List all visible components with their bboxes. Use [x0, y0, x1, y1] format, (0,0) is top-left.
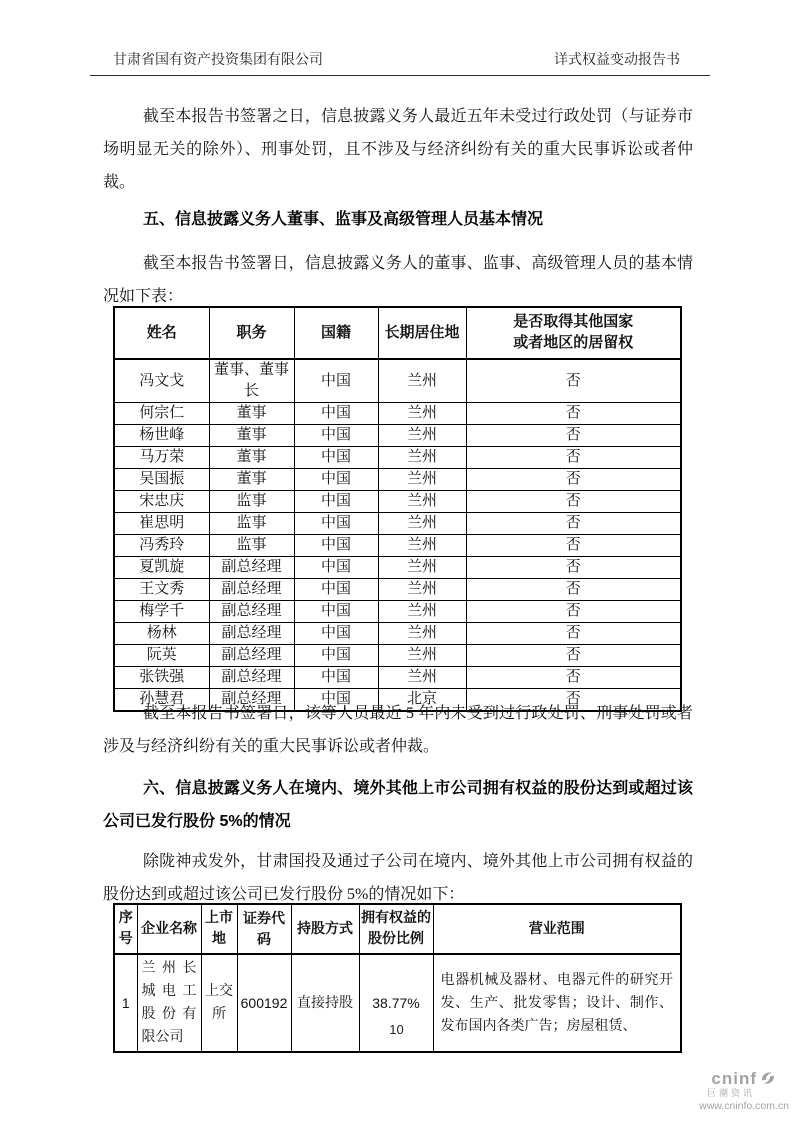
table-cell: 北京 [378, 689, 466, 712]
table-cell: 中国 [294, 601, 378, 623]
table-header-row [114, 307, 681, 359]
page-header [113, 52, 680, 70]
cninfo-logo-row [699, 1070, 789, 1087]
cninfo-logo-url: www.cninfo.com.cn [699, 1099, 789, 1112]
column-header-index: 序号 [114, 904, 137, 954]
paragraph-no-penalties: 截至本报告书签署之日，信息披露义务人最近五年未受过行政处罚（与证券市场明显无关的除外）、刑事处罚，且不涉及与经济纠纷有关的重大民事诉讼或者仲裁。 [103, 108, 693, 191]
column-header-position: 职务 [209, 307, 294, 359]
table-cell: 宋忠庆 [114, 491, 209, 513]
table-cell: 否 [466, 359, 681, 403]
table-row [114, 557, 681, 579]
table-row [114, 469, 681, 491]
table-cell: 何宗仁 [114, 403, 209, 425]
column-header-residence: 长期居住地 [378, 307, 466, 359]
table-cell: 中国 [294, 359, 378, 403]
table-cell: 兰州 [378, 579, 466, 601]
cninfo-logo [699, 1070, 789, 1112]
column-header-ticker: 证券代码 [237, 904, 291, 954]
table-cell: 兰州长城电工股份有限公司 [137, 954, 201, 1052]
table-cell: 中国 [294, 447, 378, 469]
table-cell: 电器机械及器材、电器元件的研究开发、生产、批发零售；设计、制作、发布国内各类广告；房屋租赁、 [433, 954, 681, 1052]
directors-supervisors-table [113, 306, 682, 712]
column-header-holding-method: 持股方式 [291, 904, 359, 954]
table-row [114, 403, 681, 425]
table-cell: 兰州 [378, 425, 466, 447]
column-header-nationality: 国籍 [294, 307, 378, 359]
table-cell: 副总经理 [209, 667, 294, 689]
table-cell: 中国 [294, 403, 378, 425]
table-header-row [114, 904, 681, 954]
table-cell: 监事 [209, 491, 294, 513]
table-cell: 副总经理 [209, 645, 294, 667]
table-cell: 上交所 [201, 954, 237, 1052]
table-cell: 监事 [209, 535, 294, 557]
table-cell: 副总经理 [209, 689, 294, 712]
table-row [114, 447, 681, 469]
table-cell: 副总经理 [209, 601, 294, 623]
table-cell: 孙慧君 [114, 689, 209, 712]
table-cell: 中国 [294, 469, 378, 491]
table-cell: 兰州 [378, 667, 466, 689]
table-row [114, 579, 681, 601]
table-row [114, 359, 681, 403]
table-cell: 否 [466, 689, 681, 712]
table-cell: 兰州 [378, 645, 466, 667]
table-cell: 中国 [294, 491, 378, 513]
table-cell: 否 [466, 403, 681, 425]
table-cell: 王文秀 [114, 579, 209, 601]
table-row [114, 623, 681, 645]
table-cell: 兰州 [378, 359, 466, 403]
cninfo-logo-chinese: 巨潮资讯 [706, 1087, 755, 1098]
table-row [114, 667, 681, 689]
table-cell: 董事 [209, 403, 294, 425]
paragraph-table2-intro: 除陇神戎发外，甘肃国投及通过子公司在境内、境外其他上市公司拥有权益的股份达到或超过该公司已发行股份 5%的情况如下： [103, 853, 693, 903]
table-cell: 董事 [209, 469, 294, 491]
table-row [114, 954, 681, 1052]
table-row [114, 513, 681, 535]
table-cell: 否 [466, 469, 681, 491]
table-cell: 兰州 [378, 469, 466, 491]
table-cell: 中国 [294, 667, 378, 689]
table-cell: 兰州 [378, 513, 466, 535]
table-cell: 中国 [294, 579, 378, 601]
table-cell: 兰州 [378, 447, 466, 469]
header-rule [90, 75, 710, 76]
table-cell: 兰州 [378, 601, 466, 623]
table-cell: 兰州 [378, 557, 466, 579]
table-cell: 张铁强 [114, 667, 209, 689]
table-cell: 副总经理 [209, 557, 294, 579]
table-cell: 38.77% [359, 954, 433, 1052]
table-cell: 否 [466, 491, 681, 513]
table-cell: 夏凯旋 [114, 557, 209, 579]
column-header-share-ratio: 拥有权益的股份比例 [359, 904, 433, 954]
table-cell: 马万荣 [114, 447, 209, 469]
table-cell: 否 [466, 667, 681, 689]
table-cell: 崔思明 [114, 513, 209, 535]
table-cell: 兰州 [378, 403, 466, 425]
table-cell: 否 [466, 513, 681, 535]
table-cell: 阮英 [114, 645, 209, 667]
table-cell: 梅学千 [114, 601, 209, 623]
column-header-other-residency: 是否取得其他国家或者地区的居留权 [466, 307, 681, 359]
table-row [114, 601, 681, 623]
table-cell: 否 [466, 623, 681, 645]
header-right-title: 详式权益变动报告书 [554, 53, 680, 68]
table-cell: 兰州 [378, 623, 466, 645]
table-cell: 否 [466, 447, 681, 469]
table-cell: 否 [466, 535, 681, 557]
table-cell: 中国 [294, 623, 378, 645]
table-cell: 副总经理 [209, 579, 294, 601]
paragraph-table1-intro: 截至本报告书签署日，信息披露义务人的董事、监事、高级管理人员的基本情况如下表： [103, 255, 693, 305]
table-cell: 董事、董事长 [209, 359, 294, 403]
table-cell: 中国 [294, 557, 378, 579]
table-cell: 杨林 [114, 623, 209, 645]
table-cell: 中国 [294, 645, 378, 667]
table-cell: 中国 [294, 425, 378, 447]
table-row [114, 645, 681, 667]
section-heading-5: 五、信息披露义务人董事、监事及高级管理人员基本情况 [143, 211, 544, 228]
table-cell: 副总经理 [209, 623, 294, 645]
column-header-business-scope: 营业范围 [433, 904, 681, 954]
table-cell: 兰州 [378, 535, 466, 557]
table-cell: 中国 [294, 513, 378, 535]
table-row [114, 425, 681, 447]
table-cell: 否 [466, 579, 681, 601]
table-cell: 否 [466, 425, 681, 447]
table-row [114, 535, 681, 557]
column-header-name: 姓名 [114, 307, 209, 359]
table-cell: 中国 [294, 689, 378, 712]
table-cell: 吴国振 [114, 469, 209, 491]
page-number: 10 [389, 1022, 404, 1037]
table-cell: 1 [114, 954, 137, 1052]
header-left-title: 甘肃省国有资产投资集团有限公司 [113, 53, 323, 68]
table-cell: 直接持股 [291, 954, 359, 1052]
table-cell: 中国 [294, 535, 378, 557]
paragraph-personnel-no-penalties: 截至本报告书签署日，该等人员最近 5 年内未受到过行政处罚、刑事处罚或者涉及与经济纠纷有关的重大民事诉讼或者仲裁。 [103, 705, 693, 755]
column-header-listing-place: 上市地 [201, 904, 237, 954]
section-heading-6: 六、信息披露义务人在境内、境外其他上市公司拥有权益的股份达到或超过该公司已发行股份 5%的情况 [103, 780, 693, 830]
table-cell: 冯文戈 [114, 359, 209, 403]
table-row [114, 491, 681, 513]
table-cell: 监事 [209, 513, 294, 535]
table-cell: 杨世峰 [114, 425, 209, 447]
table-cell: 否 [466, 601, 681, 623]
table-cell: 董事 [209, 425, 294, 447]
table-cell: 董事 [209, 447, 294, 469]
table-cell: 冯秀玲 [114, 535, 209, 557]
cninfo-swirl-icon [759, 1070, 777, 1086]
column-header-company: 企业名称 [137, 904, 201, 954]
table-cell: 否 [466, 645, 681, 667]
table-cell: 否 [466, 557, 681, 579]
cninfo-logo-text: cninf [711, 1068, 757, 1088]
table-cell: 600192 [237, 954, 291, 1052]
table-cell: 兰州 [378, 491, 466, 513]
